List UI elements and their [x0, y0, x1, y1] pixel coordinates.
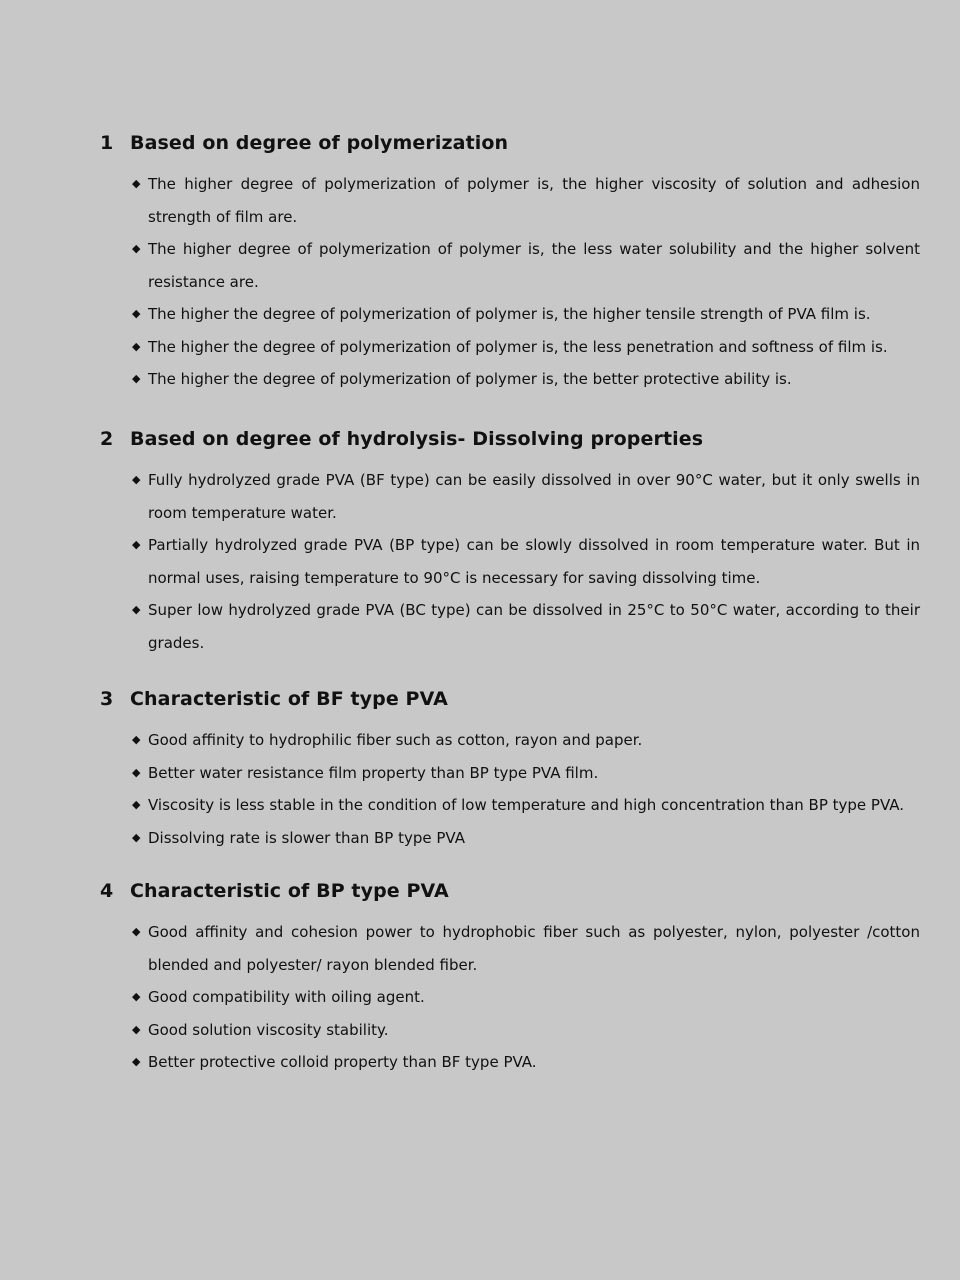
diamond-bullet-icon: ◆: [132, 177, 141, 190]
section-bf-type: [100, 688, 920, 854]
section-bp-type: [100, 880, 920, 1079]
bullet-text: Good affinity and cohesion power to hydrophobic fiber such as polyester, nylon, polyester /cotton blended and polyester/ rayon blended fiber.: [148, 923, 920, 974]
section-polymerization: [100, 132, 920, 396]
section-heading: [100, 428, 920, 458]
diamond-bullet-icon: ◆: [132, 538, 141, 551]
bullet-item: [132, 363, 920, 396]
section-title: Based on degree of hydrolysis- Dissolving properties: [130, 428, 704, 450]
section-heading: [100, 132, 920, 162]
bullet-item: [132, 981, 920, 1014]
bullet-text: Fully hydrolyzed grade PVA (BF type) can be easily dissolved in over 90°C water, but it only swells in room temperature water.: [148, 471, 920, 522]
section-title: Characteristic of BF type PVA: [130, 688, 448, 710]
bullet-item: [132, 233, 920, 298]
diamond-bullet-icon: ◆: [132, 339, 141, 353]
bullet-item: [132, 789, 920, 822]
bullet-item: [132, 1014, 920, 1047]
bullet-list: [100, 916, 920, 1079]
diamond-bullet-icon: ◆: [132, 1022, 141, 1036]
diamond-bullet-icon: ◆: [132, 798, 141, 811]
diamond-bullet-icon: ◆: [132, 473, 141, 486]
bullet-item: [132, 168, 920, 233]
bullet-text: Good solution viscosity stability.: [148, 1020, 389, 1039]
section-number: 2: [100, 428, 114, 450]
section-heading: [100, 880, 920, 910]
diamond-bullet-icon: ◆: [132, 925, 141, 938]
bullet-text: Better protective colloid property than BF type PVA.: [148, 1053, 537, 1071]
section-title: Based on degree of polymerization: [130, 132, 509, 154]
bullet-item: [132, 1046, 920, 1079]
bullet-item: [132, 594, 920, 659]
section-number: 3: [100, 688, 114, 710]
section-number: 4: [100, 880, 114, 902]
diamond-bullet-icon: ◆: [132, 242, 141, 255]
bullet-list: [100, 724, 920, 854]
section-heading: [100, 688, 920, 718]
bullet-text: Better water resistance film property than BP type PVA film.: [148, 763, 599, 782]
bullet-item: [132, 724, 920, 757]
diamond-bullet-icon: ◆: [132, 1055, 141, 1068]
section-number: 1: [100, 132, 114, 154]
diamond-bullet-icon: ◆: [132, 372, 141, 385]
section-title: Characteristic of BP type PVA: [130, 880, 449, 902]
bullet-text: Dissolving rate is slower than BP type PVA: [148, 828, 465, 847]
diamond-bullet-icon: ◆: [132, 990, 141, 1003]
diamond-bullet-icon: ◆: [132, 307, 141, 320]
section-hydrolysis: [100, 428, 920, 659]
bullet-text: The higher degree of polymerization of polymer is, the less water solubility and the higher solvent resistance are.: [148, 240, 920, 291]
bullet-item: [132, 757, 920, 790]
diamond-bullet-icon: ◆: [132, 603, 141, 616]
diamond-bullet-icon: ◆: [132, 830, 141, 844]
bullet-item: [132, 529, 920, 594]
bullet-item: [132, 331, 920, 364]
bullet-text: Partially hydrolyzed grade PVA (BP type) can be slowly dissolved in room temperature water. But in normal uses, raising temperature to 90°C is necessary for saving dissolving time.: [148, 536, 920, 587]
bullet-text: The higher the degree of polymerization of polymer is, the better protective ability is.: [148, 370, 792, 388]
diamond-bullet-icon: ◆: [132, 733, 141, 746]
bullet-list: [100, 464, 920, 659]
bullet-text: The higher degree of polymerization of polymer is, the higher viscosity of solution and adhesion strength of film are.: [148, 175, 920, 226]
bullet-item: [132, 298, 920, 331]
bullet-item: [132, 916, 920, 981]
bullet-text: Good affinity to hydrophilic fiber such as cotton, rayon and paper.: [148, 731, 643, 749]
bullet-text: Viscosity is less stable in the condition of low temperature and high concentration than BP type PVA.: [148, 796, 905, 814]
bullet-item: [132, 822, 920, 855]
bullet-text: The higher the degree of polymerization of polymer is, the higher tensile strength of PVA film is.: [148, 305, 871, 323]
bullet-item: [132, 464, 920, 529]
bullet-text: Good compatibility with oiling agent.: [148, 988, 425, 1006]
bullet-text: The higher the degree of polymerization of polymer is, the less penetration and softness of film is.: [148, 337, 888, 356]
diamond-bullet-icon: ◆: [132, 765, 141, 779]
bullet-list: [100, 168, 920, 396]
bullet-text: Super low hydrolyzed grade PVA (BC type) can be dissolved in 25°C to 50°C water, according to their grades.: [148, 601, 920, 652]
